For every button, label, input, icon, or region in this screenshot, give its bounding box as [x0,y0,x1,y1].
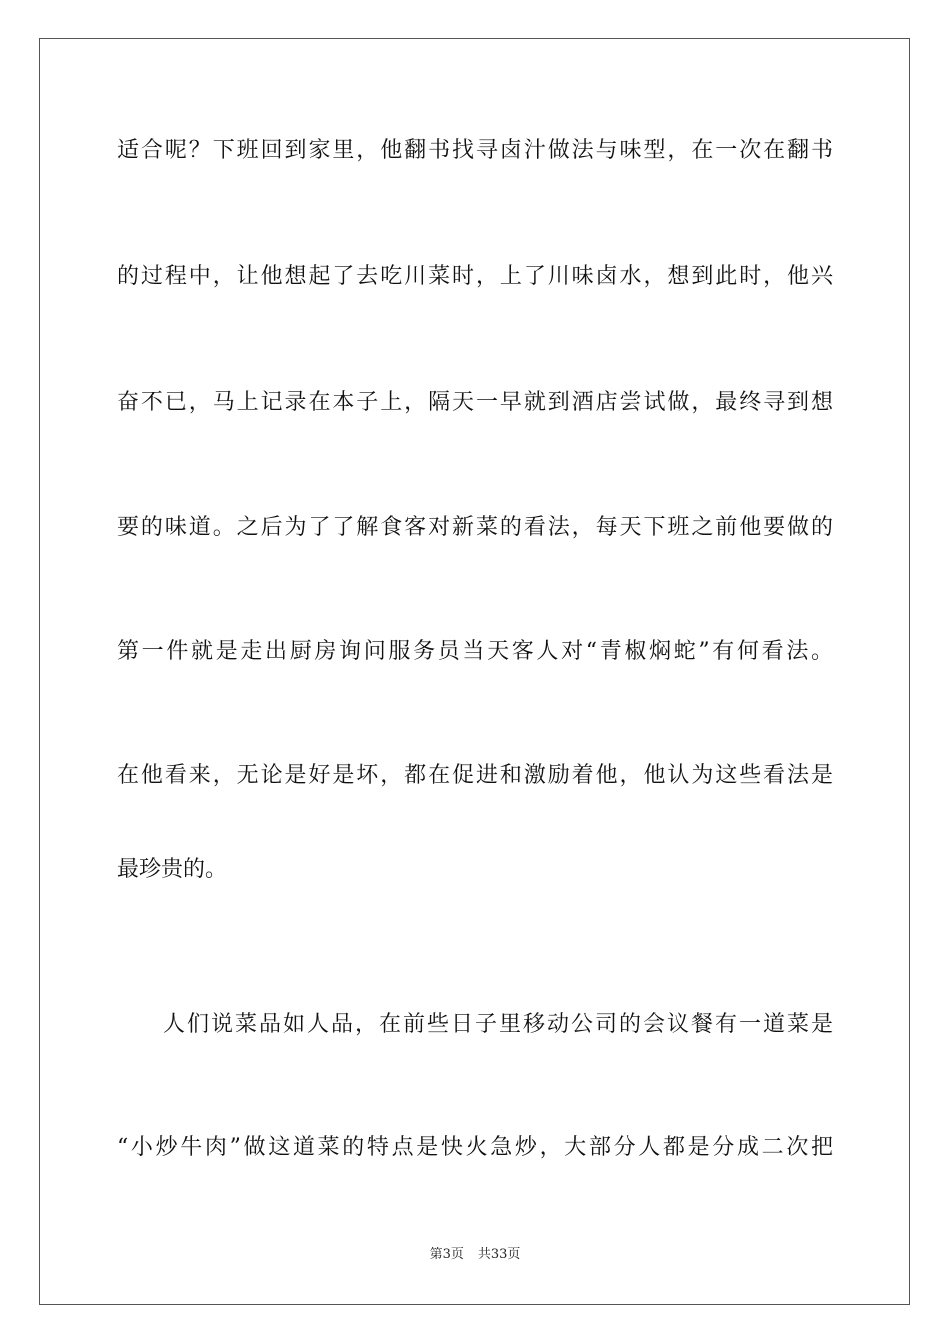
body-text-line: 适合呢？下班回到家里，他翻书找寻卤汁做法与味型，在一次在翻书 [117,138,833,163]
body-text-line: “小炒牛肉”做这道菜的特点是快火急炒，大部分人都是分成二次把 [117,1135,833,1160]
paragraph-first-line: 人们说菜品如人品，在前些日子里移动公司的会议餐有一道菜是 [163,1012,833,1037]
page-footer [0,1246,950,1264]
body-text-line: 要的味道。之后为了了解食客对新菜的看法，每天下班之前他要做的 [117,515,833,540]
page-border [39,38,910,1305]
total-pages: 共33页 [477,1247,521,1262]
body-text-line: 奋不已，马上记录在本子上，隔天一早就到酒店尝试做，最终寻到想 [117,390,833,415]
page-number: 第3页 [429,1247,464,1262]
body-text-line: 在他看来，无论是好是坏，都在促进和激励着他，他认为这些看法是 [117,763,833,788]
body-text-line: 的过程中，让他想起了去吃川菜时，上了川味卤水，想到此时，他兴 [117,264,833,289]
body-text-line: 第一件就是走出厨房询问服务员当天客人对“青椒焖蛇”有何看法。 [117,639,833,664]
body-text-line: 最珍贵的。 [117,857,228,882]
